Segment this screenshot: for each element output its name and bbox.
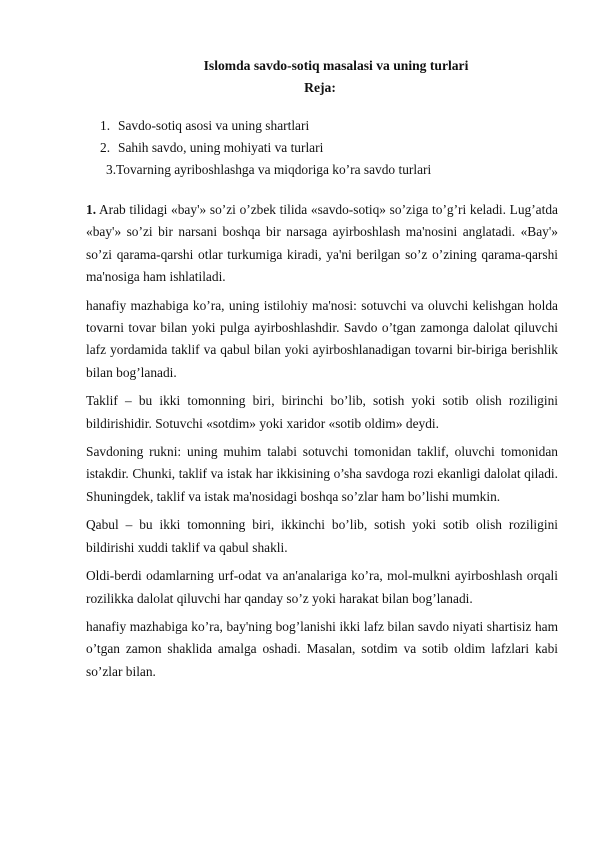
- plan-item: [100, 115, 560, 137]
- paragraph-text: Savdoning rukni: uning muhim talabi sotuvchi tomonidan taklif, oluvchi tomonidan istakdir. Chunki, taklif va istak har ikkisining o’sha savdoga rozi ekanligi dalolat qiladi. Shuningdek, taklif va istak ma'nosidagi boshqa so’zlar ham bo’lishi mumkin.: [86, 444, 558, 504]
- document-title: Islomda savdo-sotiq masalasi va uning turlari: [203, 58, 469, 73]
- paragraph: [86, 295, 558, 385]
- plan-item-text: Savdo-sotiq asosi va uning shartlari: [118, 118, 310, 133]
- plan-item-text: Sahih savdo, uning mohiyati va turlari: [118, 140, 324, 155]
- plan-item-text: Tovarning ayriboshlashga va miqdoriga ko’ra savdo turlari: [116, 162, 432, 177]
- plan-item: [100, 137, 560, 159]
- plan-heading: Reja:: [304, 80, 336, 95]
- document-body: [86, 199, 558, 689]
- paragraph-text: Arab tilidagi «bay'» so’zi o’zbek tilida «savdo-sotiq» so’ziga to’g’ri keladi. Lug’atda «bay'» so’zi bir narsani boshqa bir narsaga ayirboshlash ma'nosini anglatadi. «Bay'» so’zi qarama-qarshi otlar turkumiga kiradi, ya'ni berilgan so’z o’zining qarama-qarshi ma'nosiga ham ishlatiladi.: [86, 202, 558, 285]
- paragraph-text: hanafiy mazhabiga ko’ra, uning istilohiy ma'nosi: sotuvchi va oluvchi kelishgan holda tovarni tovar bilan yoki pulga ayirboshlashdir. Savdo o’tgan zamonga dalolat qiluvchi lafz yordamida taklif va qabul bilan yoki ayirboshlanadigan tovarni bir-biriga berishlik bilan bog’lanadi.: [86, 297, 558, 380]
- plan-item-number: 2.: [100, 140, 111, 155]
- paragraph-text: Taklif – bu ikki tomonning biri, birinchi bo’lib, sotish yoki sotib olish roziligini bildirishidir. Sotuvchi «sotdim» yoki xaridor «sotib oldim» deydi.: [86, 393, 558, 431]
- plan-item-number: 3.: [106, 162, 117, 177]
- plan-item: [106, 159, 560, 181]
- paragraph: [86, 616, 558, 683]
- paragraph: [86, 199, 558, 289]
- paragraph: [86, 441, 558, 508]
- paragraph-number: 1.: [86, 202, 97, 217]
- paragraph: [86, 514, 558, 559]
- paragraph-text: Oldi-berdi odamlarning urf-odat va an'analariga ko’ra, mol-mulkni ayirboshlash orqali rozilikka dalolat qiluvchi har qanday so’z yoki harakat bilan bog’lanadi.: [86, 568, 558, 606]
- plan-item-number: 1.: [100, 118, 111, 133]
- plan-list: [100, 115, 560, 181]
- paragraph: [86, 390, 558, 435]
- paragraph-text: Qabul – bu ikki tomonning biri, ikkinchi bo’lib, sotish yoki sotib olish roziligini bildirishi xuddi taklif va qabul shakli.: [86, 517, 558, 555]
- paragraph-text: hanafiy mazhabiga ko’ra, bay'ning bog’lanishi ikki lafz bilan savdo niyati shartisiz ham o’tgan zamon shaklida amalga oshadi. Masalan, sotdim va sotib oldim lafzlari kabi so’zlar bilan.: [86, 618, 558, 679]
- paragraph: [86, 565, 558, 610]
